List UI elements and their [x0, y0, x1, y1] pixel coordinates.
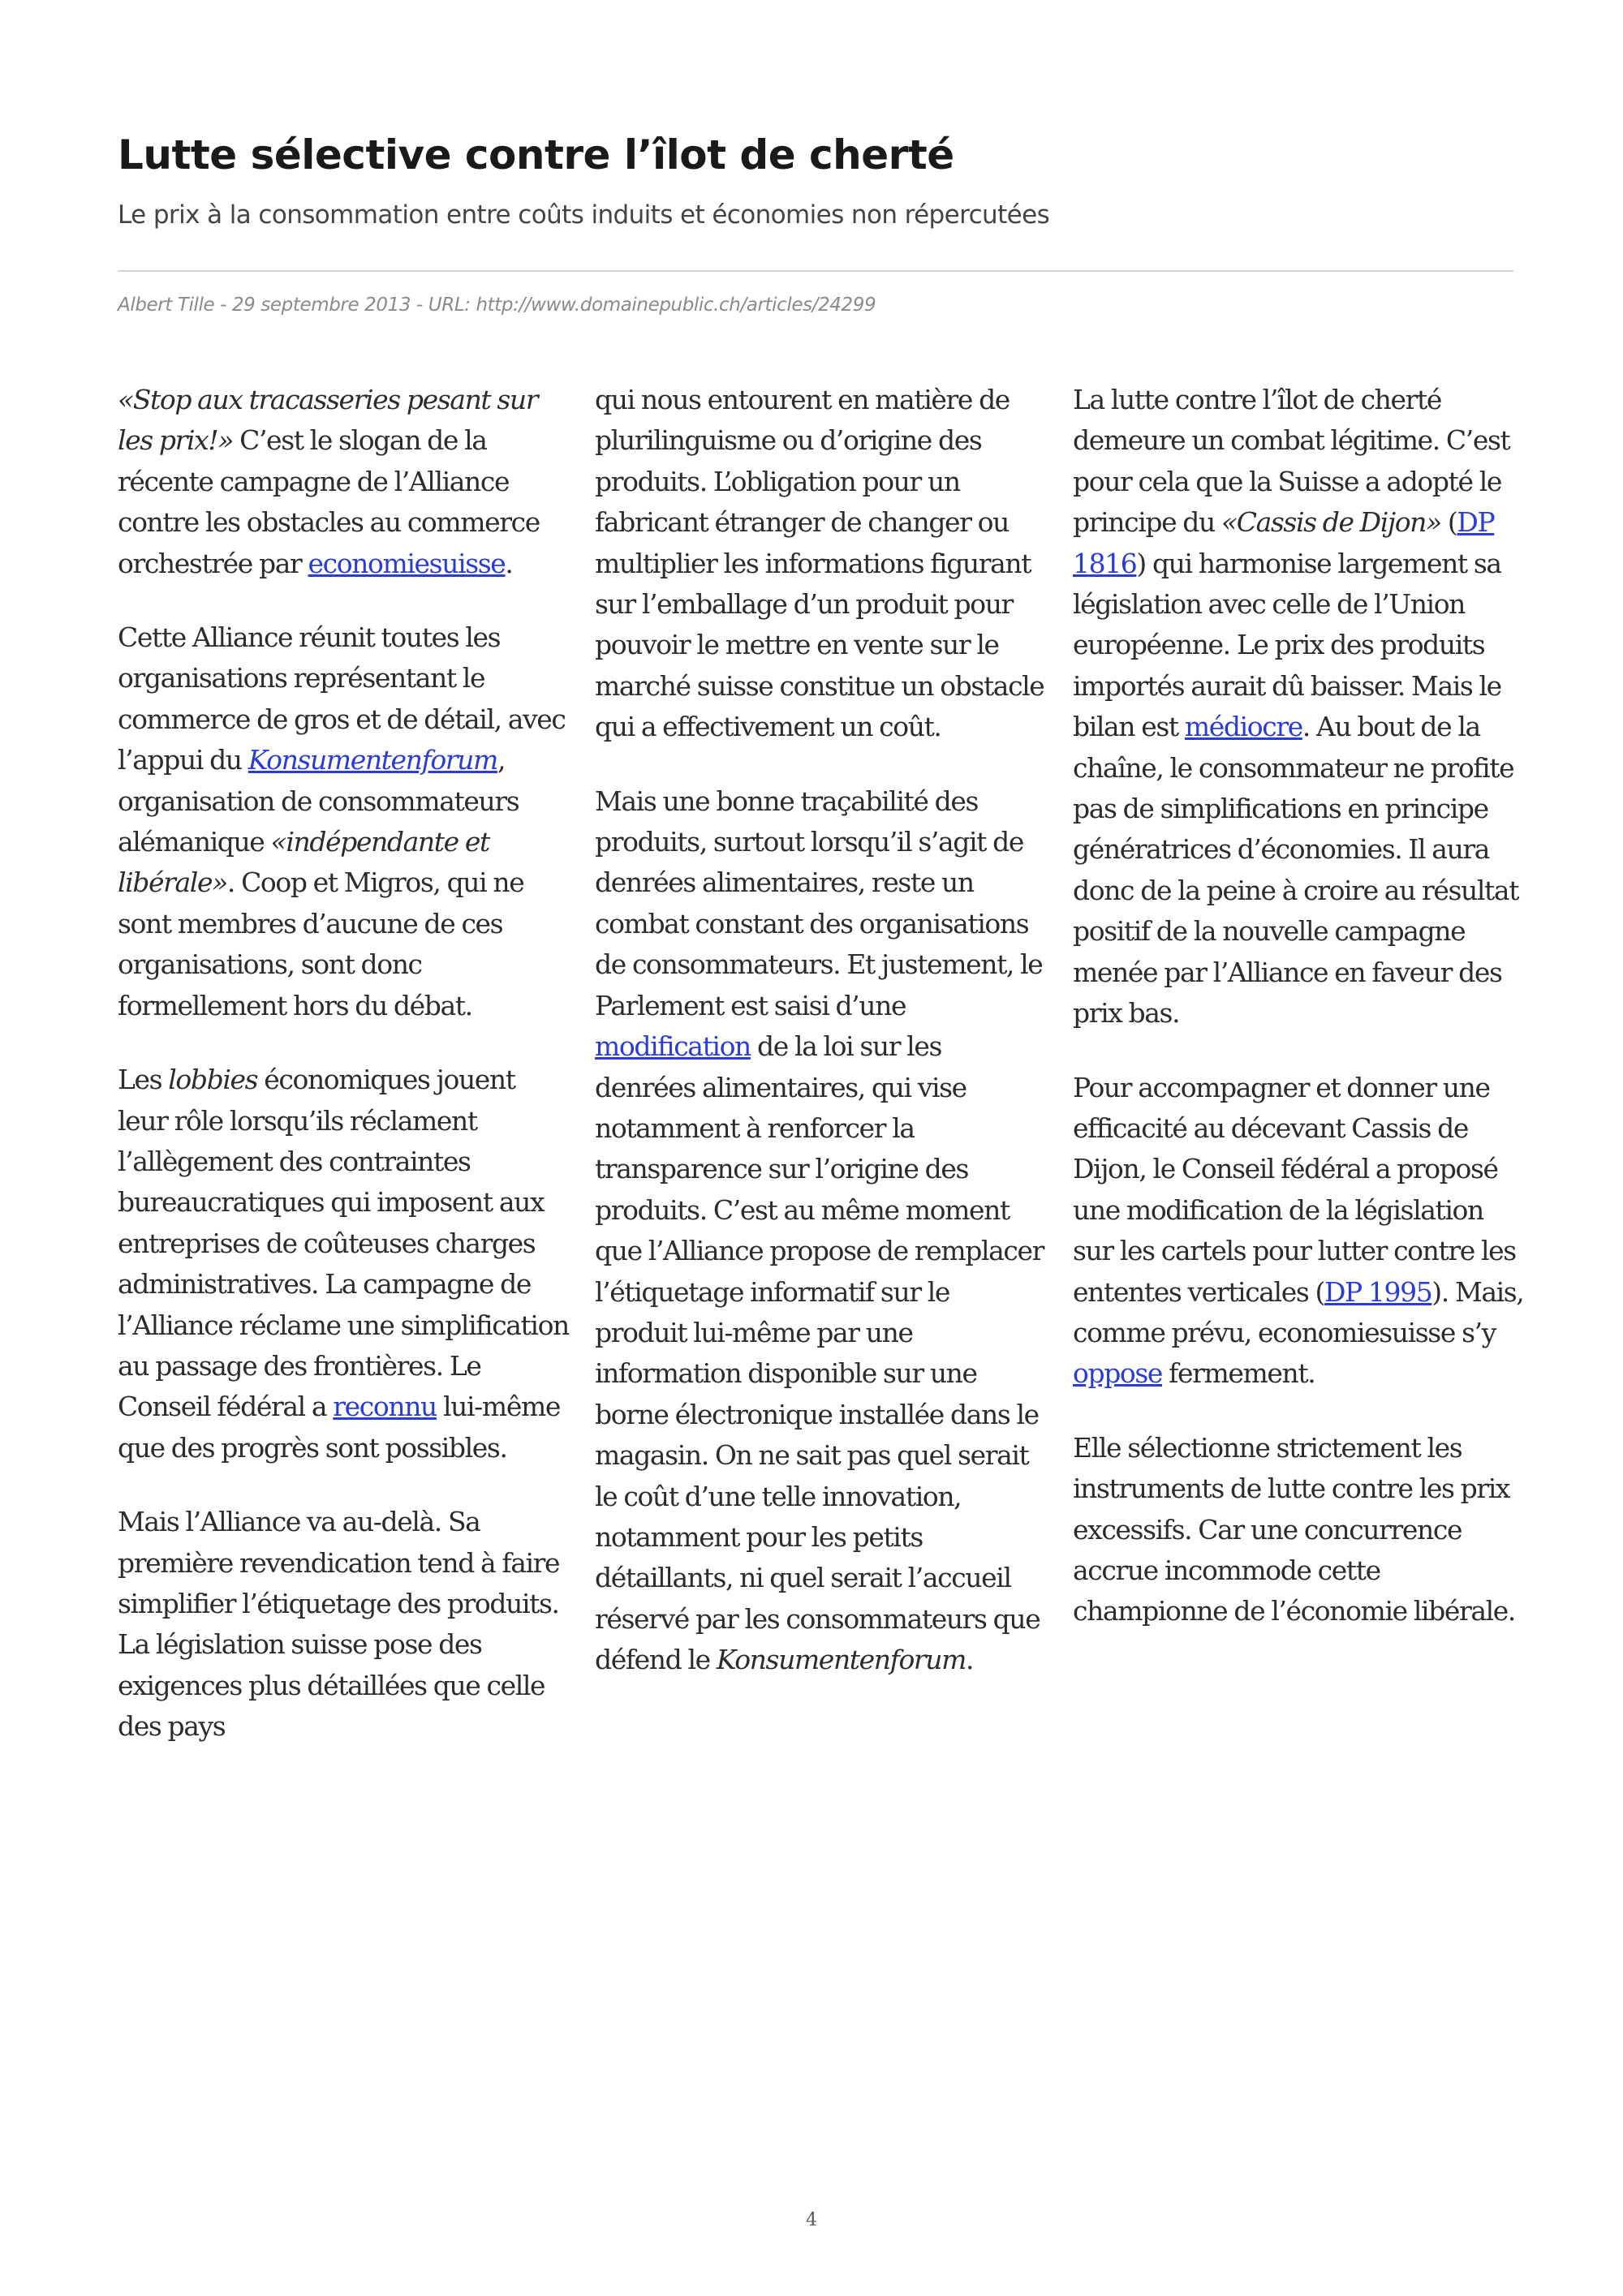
paragraph-text: . Au bout de la chaîne, le consommateur ne profite pas de simplifications en principe génératrices d’économies. Il aura donc de la peine à croire au résultat positif de la nouvelle campagne menée par l’Alliance en faveur des prix bas. [1073, 711, 1519, 1030]
link-konsumentenforum-label: Konsumentenforum [248, 744, 497, 776]
article-byline: Albert Tille - 29 septembre 2013 - URL: http://www.domainepublic.ch/articles/24299 [118, 295, 876, 316]
paragraph-text: , organisation de consommateurs alémanique [118, 744, 519, 858]
link-economiesuisse[interactable]: economiesuisse [308, 547, 506, 579]
text-column-3 [1073, 380, 1526, 1666]
paragraph-text: économiques jouent leur rôle lorsqu’ils réclament l’allègement des contraintes bureaucratiques qui imposent aux entreprises de coûteuses charges administratives. La campagne de l’Alliance réclame une simplification au passage des frontières. Le Conseil fédéral a [118, 1064, 569, 1423]
inline-quote: «indépendante et libérale» [118, 826, 489, 899]
page-number: 4 [806, 2210, 817, 2230]
paragraph-6 [1073, 380, 1526, 1034]
slogan-quote: «Stop aux tracasseries pesant sur les prix!» [118, 384, 538, 457]
paragraph-text: Cette Alliance réunit toutes les organisations représentant le commerce de gros et de détail, avec l’appui du [118, 621, 566, 776]
paragraph-text: C’est le slogan de la récente campagne de l’Alliance contre les obstacles au commerce orchestrée par [118, 424, 540, 579]
paragraph-text: ). Mais, comme prévu, economiesuisse s’y [1073, 1275, 1524, 1348]
paragraph-3 [118, 1060, 570, 1468]
link-reconnu[interactable]: reconnu [333, 1391, 437, 1423]
link-oppose[interactable]: oppose [1073, 1357, 1163, 1390]
link-dp-1816[interactable]: DP 1816 [1073, 506, 1495, 579]
link-modification[interactable]: modification [595, 1030, 751, 1063]
paragraph-4-part-1: Mais l’Alliance va au-delà. Sa première revendication tend à faire simplifier l’étiquetage des produits. La législation suisse pose des exigences plus détaillées que celle des pays [118, 1506, 560, 1743]
link-dp-1995[interactable]: DP 1995 [1324, 1275, 1432, 1308]
paragraph-text: ( [1440, 506, 1457, 539]
link-konsumentenforum[interactable] [248, 744, 497, 776]
paragraph-text: Pour accompagner et donner une efficacité au décevant Cassis de Dijon, le Conseil fédéral a proposé une modification de la législation sur les cartels pour lutter contre les ententes verticales ( [1073, 1071, 1516, 1308]
article-subtitle: Le prix à la consommation entre coûts induits et économies non répercutées [118, 200, 1050, 230]
paragraph-1 [118, 380, 570, 584]
paragraph-4-part-2: qui nous entourent en matière de plurilinguisme ou d’origine des produits. L’obligation pour un fabricant étranger de changer ou multiplier les informations figurant sur l’emballage d’un produit pour pouvoir le mettre en vente sur le marché suisse constitue un obstacle qui a effectivement un coût. [595, 384, 1044, 743]
inline-quote-cassis: «Cassis de Dijon» [1220, 506, 1441, 539]
link-mediocre[interactable]: médiocre [1184, 711, 1302, 743]
paragraph-text: fermement. [1162, 1357, 1315, 1390]
emphasis-konsumentenforum: Konsumentenforum [716, 1644, 966, 1676]
text-column-1 [118, 380, 570, 1781]
paragraph-text: de la loi sur les denrées alimentaires, qui vise notamment à renforcer la transparence sur l’origine des produits. C’est au même moment que l’Alliance propose de remplacer l’étiquetage informatif sur le produit lui-même par une information disponible sur une borne électronique installée dans le magasin. On ne sait pas quel serait le coût d’une telle innovation, notamment pour les petits détaillants, ni quel serait l’accueil réservé par les consommateurs que défend le [595, 1030, 1044, 1676]
text-column-2 [595, 380, 1048, 1714]
paragraph-8: Elle sélectionne strictement les instruments de lutte contre les prix excessifs. Car une concurrence accrue incommode cette championne de l’économie libérale. [1073, 1431, 1516, 1627]
paragraph-text: lui-même que des progrès sont possibles. [118, 1391, 560, 1464]
paragraph-7 [1073, 1068, 1526, 1395]
paragraph-text: ) qui harmonise largement sa législation avec celle de l’Union européenne. Le prix des produits importés aurait dû baisser. Mais le bilan est [1073, 547, 1501, 743]
article-title: Lutte sélective contre l’îlot de cherté [118, 131, 954, 178]
paragraph-text: La lutte contre l’îlot de cherté demeure un combat légitime. C’est pour cela que la Suisse a adopté le principe du [1073, 384, 1510, 539]
paragraph-5 [595, 781, 1048, 1681]
paragraph-text: . Coop et Migros, qui ne sont membres d’aucune de ces organisations, sont donc formellement hors du débat. [118, 866, 524, 1021]
emphasis-lobbies: lobbies [168, 1064, 258, 1096]
paragraph-2 [118, 617, 570, 1026]
paragraph-text: Mais une bonne traçabilité des produits, surtout lorsqu’il s’agit de denrées alimentaires, reste un combat constant des organisations de consommateurs. Et justement, le Parlement est saisi d’une [595, 785, 1043, 1021]
paragraph-text: Les [118, 1064, 169, 1096]
paragraph-text: . [966, 1644, 974, 1676]
header-divider [118, 270, 1513, 272]
paragraph-text: . [505, 547, 513, 579]
